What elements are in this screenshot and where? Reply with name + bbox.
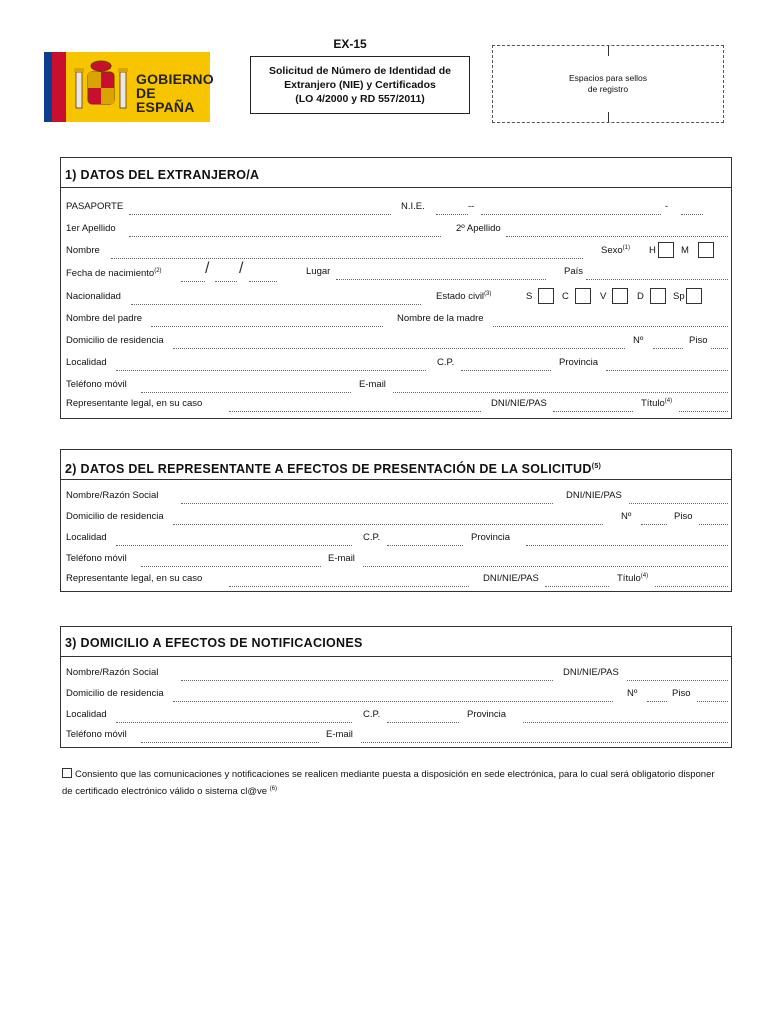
telefono-field[interactable] (141, 566, 321, 567)
label-titulo: Título$^{(4)}$ (617, 573, 649, 585)
title-line3: (LO 4/2000 y RD 557/2011) (295, 93, 425, 105)
nombre-razon-field[interactable] (181, 680, 553, 681)
section-datos-extranjero (60, 157, 732, 419)
label-numero: Nº (633, 335, 644, 346)
telefono-field[interactable] (141, 392, 351, 393)
gobierno-logo (44, 52, 214, 122)
nacionalidad-field[interactable] (131, 304, 421, 305)
dni2-field[interactable] (545, 586, 609, 587)
section1-title: 1) DATOS DEL EXTRANJERO/A (61, 158, 731, 188)
cp-field[interactable] (461, 370, 551, 371)
label-titulo: Título$^{(4)}$ (641, 398, 673, 410)
label-representante: Representante legal, en su caso (66, 573, 203, 584)
label-ec-s: S (526, 291, 533, 302)
logo-line2: DE ESPAÑA (136, 85, 195, 115)
domicilio-field[interactable] (173, 701, 613, 702)
label-piso: Piso (689, 335, 708, 346)
cp-field[interactable] (387, 545, 463, 546)
fecha-mes-field[interactable] (215, 281, 237, 282)
label-ec-sp: Sp (673, 291, 685, 302)
nombre-razon-field[interactable] (181, 503, 553, 504)
label-provincia: Provincia (471, 532, 511, 543)
registry-stamp-box (492, 45, 724, 123)
telefono-field[interactable] (141, 742, 319, 743)
date-slash-1: / (205, 260, 210, 277)
label-sexo: Sexo$^{(1)}$ (601, 245, 630, 257)
label-pais: País (564, 266, 584, 277)
label-nie: N.I.E. (401, 201, 425, 212)
label-ec-v: V (600, 291, 607, 302)
localidad-field[interactable] (116, 370, 426, 371)
label-apellido1: 1er Apellido (66, 223, 116, 234)
label-ec-c: C (562, 291, 569, 302)
consent-line1: Consiento que las comunicaciones y notificaciones se realicen mediante puesta a disposición en sede electrónica, para lo cual será obligatorio disponer (75, 769, 715, 780)
label-email: E-mail (328, 553, 355, 564)
estado-civil-sp-checkbox[interactable] (686, 288, 702, 304)
label-cp: C.P. (437, 357, 455, 368)
stamp-line1: Espacios para sellos (569, 73, 647, 83)
label-nombre-razon: Nombre/Razón Social (66, 490, 159, 501)
consent-line2: de certificado electrónico válido o sistema cl@ve (62, 786, 268, 798)
nie-field-1[interactable] (436, 214, 468, 215)
fecha-dia-field[interactable] (181, 281, 205, 282)
label-domicilio: Domicilio de residencia (66, 688, 164, 699)
email-field[interactable] (363, 566, 728, 567)
pasaporte-field[interactable] (129, 214, 391, 215)
label-nombre-madre: Nombre de la madre (397, 313, 484, 324)
logo-text (136, 72, 214, 114)
sexo-m-checkbox[interactable] (698, 242, 714, 258)
representante-field[interactable] (229, 411, 481, 412)
date-slash-2: / (239, 260, 244, 277)
label-dni: DNI/NIE/PAS (563, 667, 619, 678)
label-telefono: Teléfono móvil (66, 729, 127, 740)
label-sexo-h: H (649, 245, 656, 256)
apellido1-field[interactable] (129, 236, 441, 237)
titulo-field[interactable] (655, 586, 728, 587)
piso-field[interactable] (711, 348, 728, 349)
consent-ref: (6) (269, 786, 277, 792)
label-representante: Representante legal, en su caso (66, 398, 203, 409)
label-nombre: Nombre (66, 245, 100, 256)
fecha-anio-field[interactable] (249, 281, 277, 282)
form-code: EX-15 (333, 37, 367, 51)
section-domicilio-notificaciones (60, 626, 732, 748)
logo-line1: GOBIERNO (136, 71, 214, 87)
label-email: E-mail (359, 379, 386, 390)
label-estado-civil: Estado civil$^{(3)}$ (436, 291, 492, 303)
nie-sep2: - (665, 201, 669, 212)
dni-field[interactable] (627, 680, 728, 681)
representante-field[interactable] (229, 586, 469, 587)
domicilio-field[interactable] (173, 348, 625, 349)
coat-of-arms-icon (70, 58, 130, 116)
label-apellido2: 2º Apellido (456, 223, 501, 234)
label-domicilio: Domicilio de residencia (66, 335, 164, 346)
piso-field[interactable] (697, 701, 728, 702)
numero-field[interactable] (641, 524, 667, 525)
cp-field[interactable] (387, 722, 459, 723)
nie-sep1: -- (468, 201, 475, 212)
label-telefono: Teléfono móvil (66, 553, 127, 564)
nombre-padre-field[interactable] (151, 326, 383, 327)
label-lugar: Lugar (306, 266, 331, 277)
title-line2: Extranjero (NIE) y Certificados (284, 79, 436, 91)
label-dni: DNI/NIE/PAS (566, 490, 622, 501)
title-line1: Solicitud de Número de Identidad de (268, 65, 452, 77)
apellido2-field[interactable] (506, 236, 728, 237)
dni-field[interactable] (629, 503, 728, 504)
label-provincia: Provincia (559, 357, 599, 368)
numero-field[interactable] (647, 701, 667, 702)
nombre-field[interactable] (111, 258, 583, 259)
label-localidad: Localidad (66, 709, 107, 720)
provincia-field[interactable] (526, 545, 728, 546)
estado-civil-c-checkbox[interactable] (575, 288, 591, 304)
nie-field-3[interactable] (681, 214, 703, 215)
section-datos-representante (60, 449, 732, 592)
provincia-field[interactable] (606, 370, 728, 371)
label-dni: DNI/NIE/PAS (491, 398, 547, 409)
label-numero: Nº (621, 511, 632, 522)
label-telefono: Teléfono móvil (66, 379, 127, 390)
label-localidad: Localidad (66, 357, 107, 368)
label-domicilio: Domicilio de residencia (66, 511, 164, 522)
numero-field[interactable] (653, 348, 683, 349)
titulo-field[interactable] (679, 411, 728, 412)
piso-field[interactable] (699, 524, 728, 525)
label-fecha-nacimiento: Fecha de nacimiento$^{(2)}$ (66, 268, 162, 280)
consent-checkbox[interactable] (62, 768, 72, 778)
section3-title: 3) DOMICILIO A EFECTOS DE NOTIFICACIONES (61, 627, 731, 657)
label-pasaporte: PASAPORTE (66, 201, 124, 212)
dni-field[interactable] (553, 411, 633, 412)
form-title-box (250, 56, 470, 114)
estado-civil-v-checkbox[interactable] (612, 288, 628, 304)
label-ec-d: D (637, 291, 644, 302)
label-nacionalidad: Nacionalidad (66, 291, 121, 302)
nombre-madre-field[interactable] (493, 326, 728, 327)
localidad-field[interactable] (116, 722, 352, 723)
provincia-field[interactable] (523, 722, 728, 723)
estado-civil-s-checkbox[interactable] (538, 288, 554, 304)
label-cp: C.P. (363, 532, 381, 543)
lugar-field[interactable] (336, 279, 546, 280)
label-sexo-m: M (681, 245, 689, 256)
email-field[interactable] (361, 742, 728, 743)
label-provincia: Provincia (467, 709, 507, 720)
label-email: E-mail (326, 729, 353, 740)
domicilio-field[interactable] (173, 524, 603, 525)
label-nombre-padre: Nombre del padre (66, 313, 143, 324)
localidad-field[interactable] (116, 545, 352, 546)
stamp-line2: de registro (587, 84, 629, 94)
email-field[interactable] (393, 392, 728, 393)
label-nombre-razon: Nombre/Razón Social (66, 667, 159, 678)
label-cp: C.P. (363, 709, 381, 720)
label-numero: Nº (627, 688, 638, 699)
section2-title: 2) DATOS DEL REPRESENTANTE A EFECTOS DE PRESENTACIÓN DE LA SOLICITUD$^{(5)}$ (61, 450, 731, 480)
sexo-h-checkbox[interactable] (658, 242, 674, 258)
pais-field[interactable] (586, 279, 728, 280)
label-dni2: DNI/NIE/PAS (483, 573, 539, 584)
nie-field-2[interactable] (481, 214, 661, 215)
label-piso: Piso (672, 688, 691, 699)
consent-text (62, 768, 732, 799)
estado-civil-d-checkbox[interactable] (650, 288, 666, 304)
label-localidad: Localidad (66, 532, 107, 543)
label-piso: Piso (674, 511, 693, 522)
